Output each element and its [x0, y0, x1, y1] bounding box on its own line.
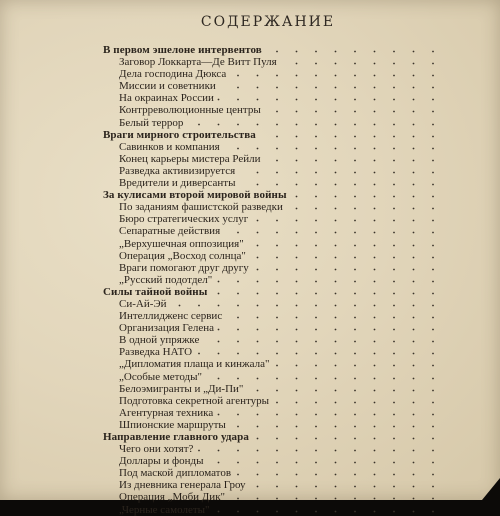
- toc-entry-text: В первом эшелоне интервентов: [103, 44, 262, 56]
- toc-entry-text: Интеллидженс сервис: [119, 310, 223, 323]
- toc-entry: [103, 201, 443, 213]
- toc-entry-text: Операция „Моби Дик": [119, 491, 226, 504]
- toc-entry-text: Заговор Локкарта—Де Витт Пуля: [119, 56, 277, 69]
- toc-entry-text: Бюро стратегических услуг: [119, 213, 249, 226]
- toc-section-heading: [103, 286, 443, 298]
- toc-entry: [103, 213, 443, 225]
- toc-entry-text: Чего они хотят?: [119, 443, 194, 456]
- toc-entry-text: Конец карьеры мистера Рейли: [119, 152, 261, 165]
- toc-entry: [103, 358, 443, 370]
- toc-entry: [103, 225, 443, 237]
- toc-entry: [103, 177, 443, 189]
- toc-entry-text: Силы тайной войны: [103, 285, 208, 298]
- toc-entry-text: Белоэмигранты и „Ди-Пи": [119, 382, 244, 395]
- toc-entry-text: Враги мирного строительства: [103, 128, 256, 141]
- toc-entry: [103, 310, 443, 322]
- toc-entry-text: Враги помогают друг другу: [119, 261, 249, 274]
- toc-entry: [103, 165, 443, 177]
- toc-entry: [103, 479, 443, 491]
- toc-entry: [103, 238, 443, 250]
- toc-entry-text: Вредители и диверсанты: [119, 177, 236, 190]
- toc-entry-text: Доллары и фонды: [119, 455, 204, 468]
- toc-entry: [103, 92, 443, 104]
- toc-entry-text: Операция „Восход солнца": [119, 249, 246, 262]
- toc-entry-text: Организация Гелена: [119, 322, 214, 335]
- toc-entry: [103, 56, 443, 68]
- toc-entry: [103, 383, 443, 395]
- toc-entry-text: В одной упряжке: [119, 334, 200, 347]
- toc-entry-text: Направление главного удара: [103, 431, 249, 443]
- toc-entry: [103, 117, 443, 129]
- toc-entry-text: Из дневника генерала Гроу: [119, 479, 246, 492]
- toc-entry-text: „Русский подотдел": [119, 273, 213, 286]
- toc-entry-text: Савинков и компания: [119, 140, 220, 153]
- toc-entry: [103, 334, 443, 346]
- toc-entry: [103, 407, 443, 419]
- toc-entry-text: „Черные самолеты": [119, 503, 210, 516]
- toc-section-heading: [103, 129, 443, 141]
- toc-entry: [103, 68, 443, 80]
- toc-entry-text: „Дипломатия плаща и кинжала": [119, 358, 270, 371]
- toc-entry: [103, 371, 443, 383]
- toc-entry-text: Дела господина Дюкса: [119, 68, 227, 81]
- toc-entry: [103, 322, 443, 334]
- toc-entry-text: Разведка активизируется: [119, 164, 236, 177]
- toc-entry-text: За кулисами второй мировой войны: [103, 189, 287, 202]
- toc-entry-text: По заданиям фашистской разведки: [119, 201, 283, 214]
- toc-entry: [103, 504, 443, 516]
- table-of-contents: [103, 44, 443, 516]
- toc-entry-text: Под маской дипломатов: [119, 467, 232, 480]
- toc-entry: [103, 395, 443, 407]
- toc-entry: [103, 250, 443, 262]
- toc-entry-text: „Особые методы": [119, 370, 202, 383]
- toc-entry: [103, 455, 443, 467]
- toc-entry: [103, 419, 443, 431]
- toc-entry-text: Миссии и советники: [119, 80, 216, 93]
- page-title: СОДЕРЖАНИЕ: [200, 14, 336, 30]
- toc-entry: [103, 467, 443, 479]
- toc-entry-text: Контрреволюционные центры: [119, 104, 261, 117]
- toc-entry: [103, 141, 443, 153]
- toc-entry: [103, 346, 443, 358]
- toc-section-heading: [103, 189, 443, 201]
- toc-entry: [103, 104, 443, 116]
- toc-entry-text: На окраинах России: [119, 92, 214, 105]
- toc-entry-text: Разведка НАТО: [119, 346, 193, 359]
- toc-entry: [103, 262, 443, 274]
- toc-entry-text: Си-Ай-Эй: [119, 297, 167, 310]
- toc-entry-text: Сепаратные действия: [119, 225, 221, 238]
- toc-entry: [103, 298, 443, 310]
- toc-section-heading: [103, 44, 443, 56]
- toc-entry-text: Подготовка секретной агентуры: [119, 394, 270, 407]
- toc-entry-text: Белый террор: [119, 116, 184, 129]
- toc-entry-text: Шпионские маршруты: [119, 418, 226, 431]
- toc-entry: [103, 274, 443, 286]
- toc-entry-text: Агентурная техника: [119, 406, 214, 419]
- toc-entry-text: „Верхушечная оппозиция": [119, 237, 244, 250]
- toc-section-heading: [103, 431, 443, 443]
- toc-entry: [103, 80, 443, 92]
- toc-entry: [103, 443, 443, 455]
- page-corner: [482, 478, 500, 500]
- toc-entry: [103, 153, 443, 165]
- toc-entry: [103, 491, 443, 503]
